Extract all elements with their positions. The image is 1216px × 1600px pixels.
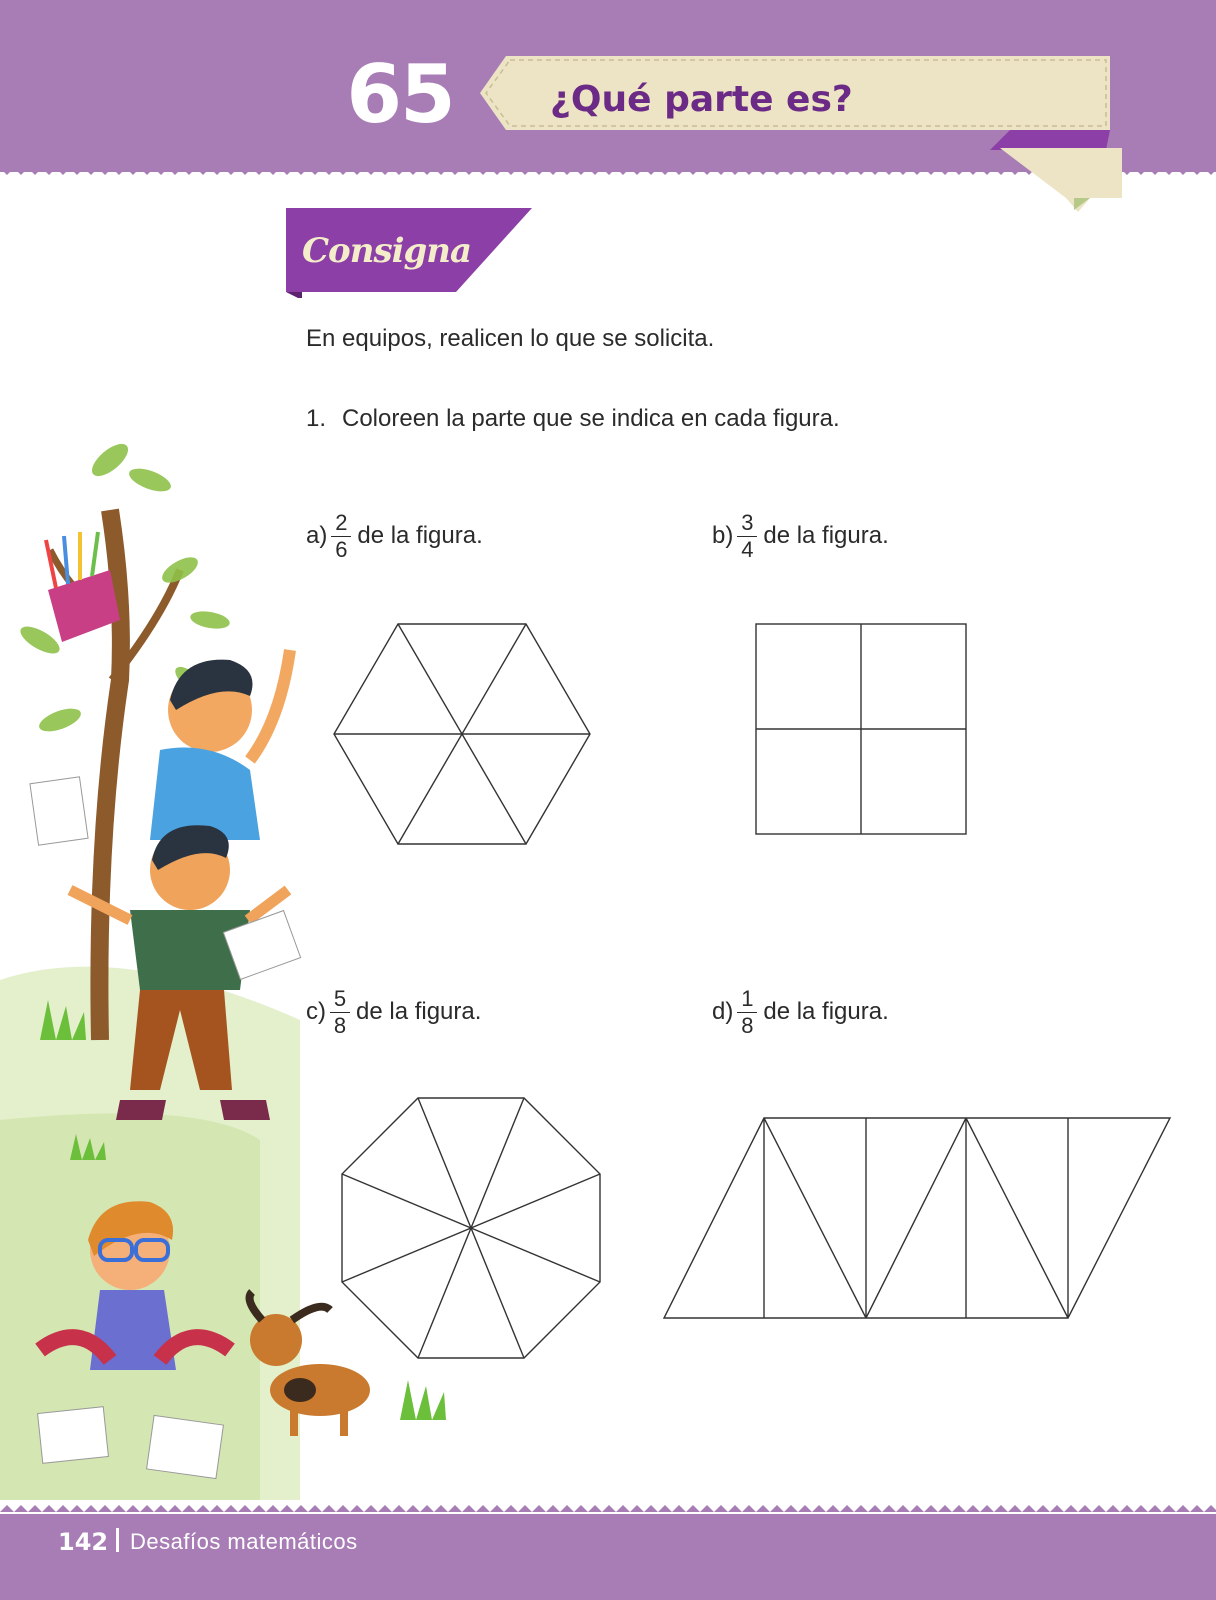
item-suffix: de la figura. [763, 522, 889, 549]
footer-divider [116, 1528, 119, 1552]
item-letter: d) [712, 998, 734, 1025]
item-suffix: de la figura. [356, 998, 482, 1025]
fraction-numerator: 5 [333, 985, 347, 1011]
fraction-denominator: 4 [741, 536, 754, 562]
page-number: 142 [58, 1528, 109, 1556]
fraction-denominator: 6 [335, 536, 348, 562]
fraction-numerator: 1 [741, 985, 754, 1011]
question-text: Coloreen la parte que se indica en cada figura. [342, 405, 840, 432]
item-letter: b) [712, 522, 734, 549]
strip-outline [664, 1118, 1170, 1318]
fraction-denominator: 8 [333, 1012, 347, 1038]
intro-text: En equipos, realicen lo que se solicita. [306, 325, 715, 352]
item-d-label [712, 982, 889, 1042]
item-suffix: de la figura. [357, 522, 483, 549]
strip-divider [764, 1118, 866, 1318]
item-suffix: de la figura. [763, 998, 889, 1025]
lesson-number: 65 [346, 48, 454, 141]
children-illustration [0, 420, 500, 1500]
page-title: ¿Qué parte es? [550, 79, 853, 120]
fraction-numerator: 3 [741, 509, 754, 535]
fraction-numerator: 2 [335, 509, 348, 535]
fraction [737, 987, 757, 1038]
book-title: Desafíos matemáticos [130, 1529, 358, 1554]
strip-divider [966, 1118, 1068, 1318]
section-label: Consigna [302, 231, 472, 271]
square-figure[interactable] [752, 620, 972, 840]
item-b-label [712, 506, 889, 566]
fraction-denominator: 8 [741, 1012, 754, 1038]
question-number: 1. [306, 405, 327, 432]
strip-divider [866, 1118, 966, 1318]
item-letter: c) [306, 998, 326, 1025]
triangle-strip-figure[interactable] [660, 1110, 1176, 1326]
fraction [737, 511, 757, 562]
item-letter: a) [306, 522, 328, 549]
